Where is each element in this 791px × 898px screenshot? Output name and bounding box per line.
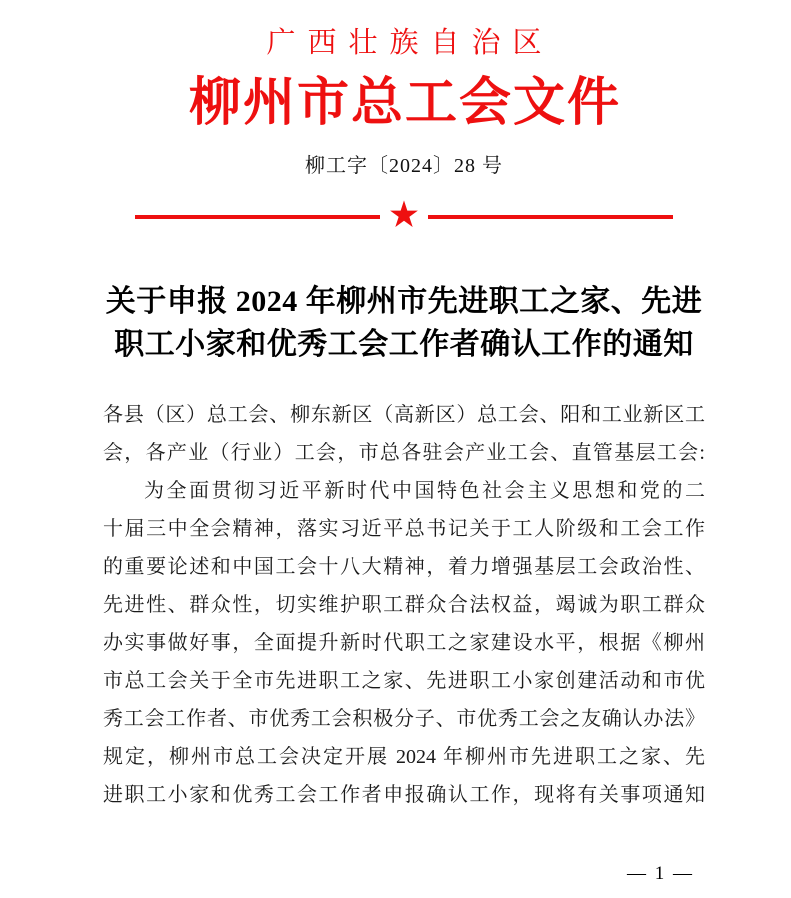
notice-title-line-1: 关于申报 2024 年柳州市先进职工之家、先进 <box>105 285 703 318</box>
star-icon: ★ <box>389 199 419 232</box>
red-divider-rule <box>135 201 673 233</box>
body-line: 进职工小家和优秀工会工作者申报确认工作，现将有关事项通知 <box>103 784 705 806</box>
divider-line-left <box>135 215 380 219</box>
body-line: 市总工会关于全市先进职工之家、先进职工小家创建活动和市优 <box>103 670 705 692</box>
body-line: 秀工会工作者、市优秀工会积极分子、市优秀工会之友确认办法》 <box>103 708 705 730</box>
divider-line-right <box>428 215 673 219</box>
body-line: 会，各产业（行业）工会，市总各驻会产业工会、直管基层工会: <box>103 442 705 464</box>
page-number: — 1 — <box>627 863 694 884</box>
body-line: 十届三中全会精神，落实习近平总书记关于工人阶级和工会工作 <box>103 518 705 540</box>
body-line: 的重要论述和中国工会十八大精神，着力增强基层工会政治性、 <box>103 556 705 578</box>
document-content <box>103 0 705 814</box>
body-line: 为全面贯彻习近平新时代中国特色社会主义思想和党的二 <box>144 480 705 502</box>
body-line: 办实事做好事，全面提升新时代职工之家建设水平，根据《柳州 <box>103 632 705 654</box>
org-document-title: 柳州市总工会文件 <box>188 75 621 132</box>
notice-title <box>103 280 705 366</box>
body-line: 先进性、群众性，切实维护职工群众合法权益，竭诚为职工群众 <box>103 594 705 616</box>
region-name: 广西壮族自治区 <box>266 27 554 59</box>
body-line: 规定，柳州市总工会决定开展 2024 年柳州市先进职工之家、先 <box>103 746 705 768</box>
notice-title-line-2: 职工小家和优秀工会工作者确认工作的通知 <box>114 328 694 361</box>
body-line: 各县（区）总工会、柳东新区（高新区）总工会、阳和工业新区工 <box>103 404 705 426</box>
body-text <box>103 396 705 814</box>
doc-number: 柳工字〔2024〕28 号 <box>305 155 503 177</box>
